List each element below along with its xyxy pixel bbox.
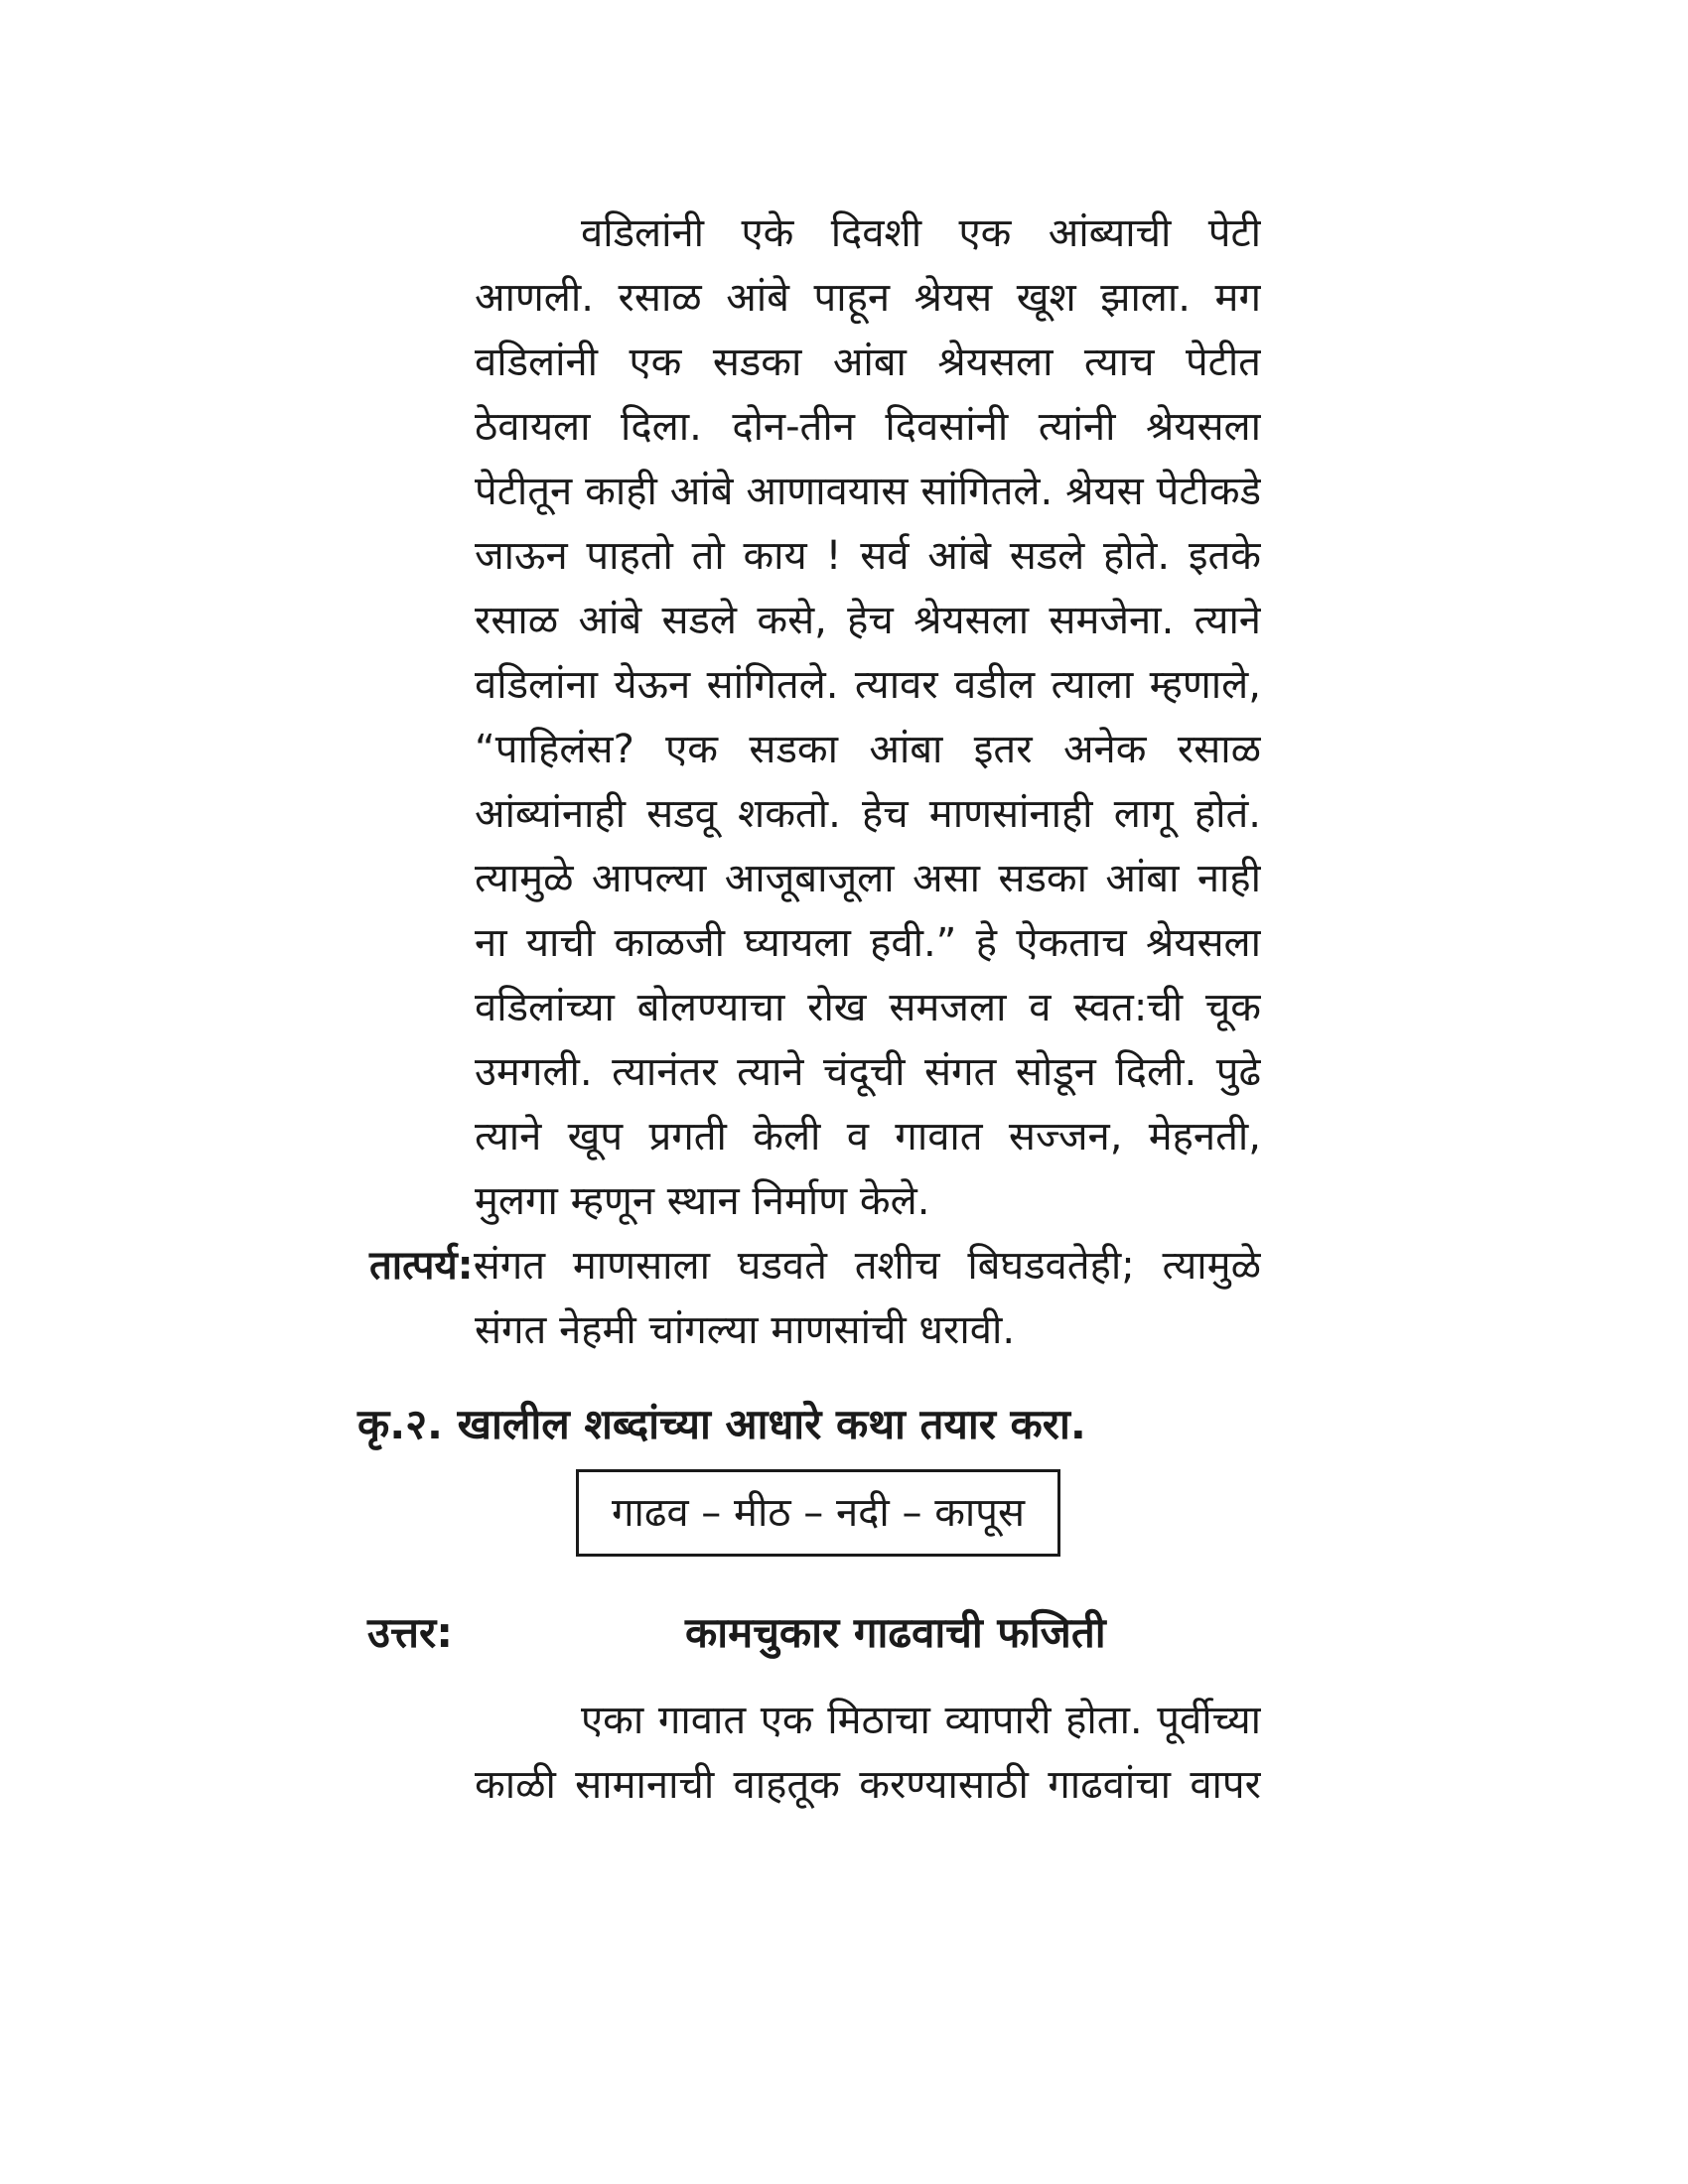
answer-label: उत्तर: bbox=[367, 1608, 454, 1657]
words-box bbox=[576, 1469, 1060, 1557]
words-box-text: गाढव – मीठ – नदी – कापूस bbox=[611, 1490, 1026, 1536]
moral-text: संगत नेहमी चांगल्या माणसांची धरावी. bbox=[475, 1307, 1016, 1353]
moral-text: संगत माणसाला घडवते तशीच बिघडवतेही; त्यामुळे bbox=[473, 1243, 1261, 1289]
story-line: ना याची काळजी घ्यायला हवी.” हे ऐकताच श्रेयसला bbox=[475, 920, 1261, 966]
story-line: उमगली. त्यानंतर त्याने चंदूची संगत सोडून दिली. पुढे bbox=[475, 1049, 1261, 1095]
story-line: त्याने खूप प्रगती केली व गावात सज्जन, मेहनती, bbox=[475, 1114, 1261, 1160]
story-line: त्यामुळे आपल्या आजूबाजूला असा सडका आंबा नाही bbox=[475, 856, 1261, 901]
story-line: पेटीतून काही आंबे आणावयास सांगितले. श्रेयस पेटीकडे bbox=[475, 469, 1261, 514]
story-line: वडिलांनी एक सडका आंबा श्रेयसला त्याच पेटीत bbox=[475, 340, 1261, 385]
story-line: वडिलांनी एके दिवशी एक आंब्याची पेटी bbox=[581, 210, 1261, 256]
story-line: “पाहिलंस? एक सडका आंबा इतर अनेक रसाळ bbox=[475, 727, 1261, 772]
story-line: रसाळ आंबे सडले कसे, हेच श्रेयसला समजेना. त्याने bbox=[475, 598, 1261, 643]
story-line: जाऊन पाहतो तो काय ! सर्व आंबे सडले होते. इतके bbox=[475, 533, 1261, 579]
story-line: आणली. रसाळ आंबे पाहून श्रेयस खूश झाला. मग bbox=[475, 275, 1261, 321]
answer-title: कामचुकार गाढवाची फजिती bbox=[685, 1608, 1106, 1657]
question-heading: कृ.२. खालील शब्दांच्या आधारे कथा तयार करा. bbox=[357, 1400, 1086, 1448]
story-line: वडिलांना येऊन सांगितले. त्यावर वडील त्याला म्हणाले, bbox=[475, 662, 1261, 708]
answer-line: एका गावात एक मिठाचा व्यापारी होता. पूर्वीच्या bbox=[581, 1698, 1261, 1743]
answer-line: काळी सामानाची वाहतूक करण्यासाठी गाढवांचा वापर bbox=[475, 1762, 1261, 1808]
story-line: मुलगा म्हणून स्थान निर्माण केले. bbox=[475, 1178, 930, 1224]
moral-line bbox=[369, 1233, 1261, 1298]
moral-label: तात्पर्य: bbox=[369, 1243, 474, 1289]
story-line: ठेवायला दिला. दोन-तीन दिवसांनी त्यांनी श्रेयसला bbox=[475, 404, 1261, 450]
story-line: आंब्यांनाही सडवू शकतो. हेच माणसांनाही लागू होतं. bbox=[475, 791, 1261, 837]
story-line: वडिलांच्या बोलण्याचा रोख समजला व स्वत:ची चूक bbox=[475, 985, 1261, 1030]
